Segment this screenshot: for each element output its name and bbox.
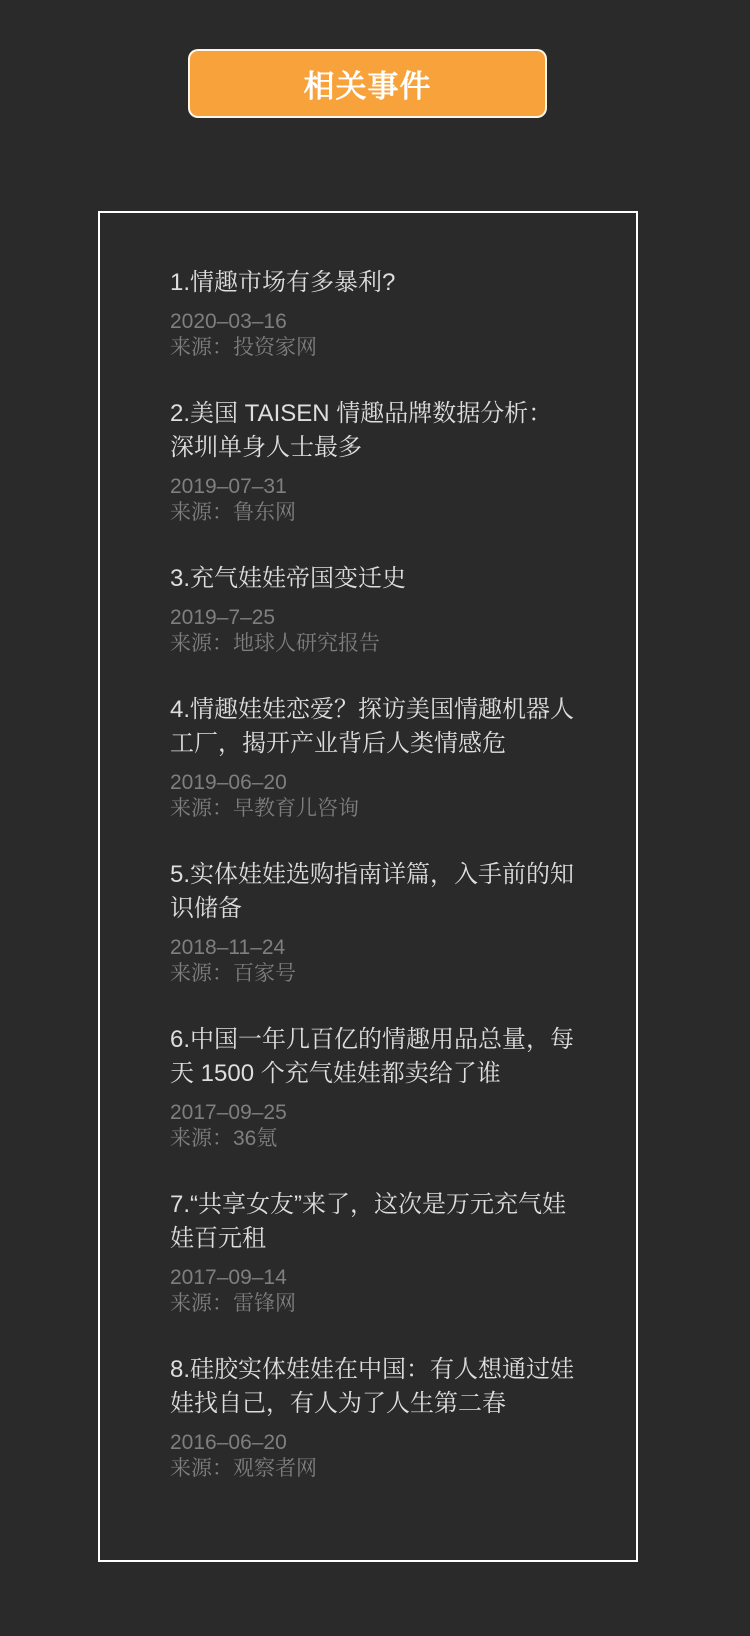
related-events-panel xyxy=(98,211,638,1562)
event-date: 2020–03–16 xyxy=(170,310,287,333)
event-source: 来源：雷锋网 xyxy=(170,1292,296,1315)
event-title: 8.硅胶实体娃娃在中国：有人想通过娃娃找自己，有人为了人生第二春 xyxy=(170,1356,575,1417)
event-source: 来源：观察者网 xyxy=(170,1457,317,1480)
event-title: 4.情趣娃娃恋爱？探访美国情趣机器人工厂，揭开产业背后人类情感危 xyxy=(170,696,575,757)
event-source: 来源：鲁东网 xyxy=(170,501,296,524)
event-title: 2.美国 TAISEN 情趣品牌数据分析：深圳单身人士最多 xyxy=(170,400,553,461)
event-date: 2018–11–24 xyxy=(170,936,286,959)
event-date: 2016–06–20 xyxy=(170,1431,287,1454)
related-events-button[interactable] xyxy=(188,49,547,118)
event-title: 1.情趣市场有多暴利? xyxy=(170,269,396,296)
event-item[interactable] xyxy=(170,562,576,655)
event-item[interactable] xyxy=(170,693,576,820)
event-title: 7.“共享女友”来了，这次是万元充气娃娃百元租 xyxy=(170,1191,566,1252)
event-date: 2019–7–25 xyxy=(170,606,276,629)
event-item[interactable] xyxy=(170,1353,576,1480)
event-item[interactable] xyxy=(170,858,576,985)
event-date: 2017–09–25 xyxy=(170,1101,287,1124)
event-item[interactable] xyxy=(170,1188,576,1315)
event-title: 5.实体娃娃选购指南详篇，入手前的知识储备 xyxy=(170,861,575,922)
event-date: 2017–09–14 xyxy=(170,1266,287,1289)
event-date: 2019–07–31 xyxy=(170,475,287,498)
event-source: 来源：投资家网 xyxy=(170,336,317,359)
event-source: 来源：地球人研究报告 xyxy=(170,632,380,655)
event-item[interactable] xyxy=(170,397,576,524)
event-source: 来源：36氪 xyxy=(170,1127,278,1150)
event-source: 来源：百家号 xyxy=(170,962,296,985)
event-date: 2019–06–20 xyxy=(170,771,287,794)
event-title: 3.充气娃娃帝国变迁史 xyxy=(170,565,407,592)
event-item[interactable] xyxy=(170,266,576,359)
event-title: 6.中国一年几百亿的情趣用品总量，每天 1500 个充气娃娃都卖给了谁 xyxy=(170,1026,575,1087)
related-events-button-label: 相关事件 xyxy=(303,69,432,104)
event-source: 来源：早教育儿咨询 xyxy=(170,797,359,820)
event-item[interactable] xyxy=(170,1023,576,1150)
